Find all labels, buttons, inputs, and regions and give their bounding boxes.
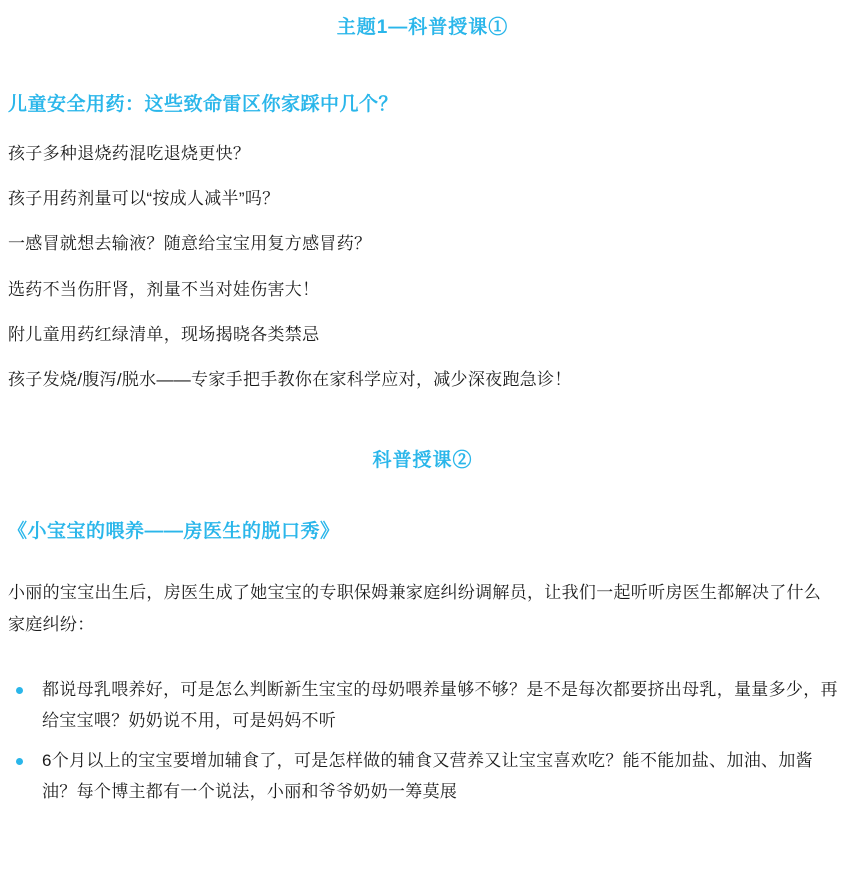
list-item: 都说母乳喂养好，可是怎么判断新生宝宝的母奶喂养量够不够？是不是每次都要挤出母乳，量量多少，再给宝宝喂？奶奶说不用，可是妈妈不听 <box>8 674 839 737</box>
section-two-bullet-list <box>0 674 845 808</box>
section-one-line: 孩子用药剂量可以“按成人减半”吗？ <box>8 189 280 209</box>
section-one-lines <box>0 140 845 393</box>
section-one-title: 儿童安全用药：这些致命雷区你家踩中几个？ <box>8 94 399 115</box>
section-two-heading: 科普授课② <box>372 450 473 472</box>
topic-heading: 主题1—科普授课① <box>336 17 509 38</box>
section-two-title: 《小宝宝的喂养——房医生的脱口秀》 <box>8 521 340 543</box>
section-one-line: 孩子发烧/腹泻/脱水——专家手把手教你在家科学应对，减少深夜跑急诊！ <box>8 369 572 389</box>
list-item: 6个月以上的宝宝要增加辅食了，可是怎样做的辅食又营养又让宝宝喜欢吃？能不能加盐、加油、加酱油？每个博主都有一个说法，小丽和爷爷奶奶一筹莫展 <box>8 745 839 808</box>
section-one-line: 附儿童用药红绿清单，现场揭晓各类禁忌 <box>8 324 320 344</box>
section-one-line: 孩子多种退烧药混吃退烧更快？ <box>8 144 251 163</box>
document-page <box>0 12 845 893</box>
section-two-paragraph: 小丽的宝宝出生后，房医生成了她宝宝的专职保姆兼家庭纠纷调解员，让我们一起听听房医生都解决了什么家庭纠纷： <box>8 583 822 634</box>
section-one-line: 一感冒就想去输液？随意给宝宝用复方感冒药？ <box>8 234 372 254</box>
section-one-line: 选药不当伤肝肾，剂量不当对娃伤害大！ <box>8 279 320 299</box>
